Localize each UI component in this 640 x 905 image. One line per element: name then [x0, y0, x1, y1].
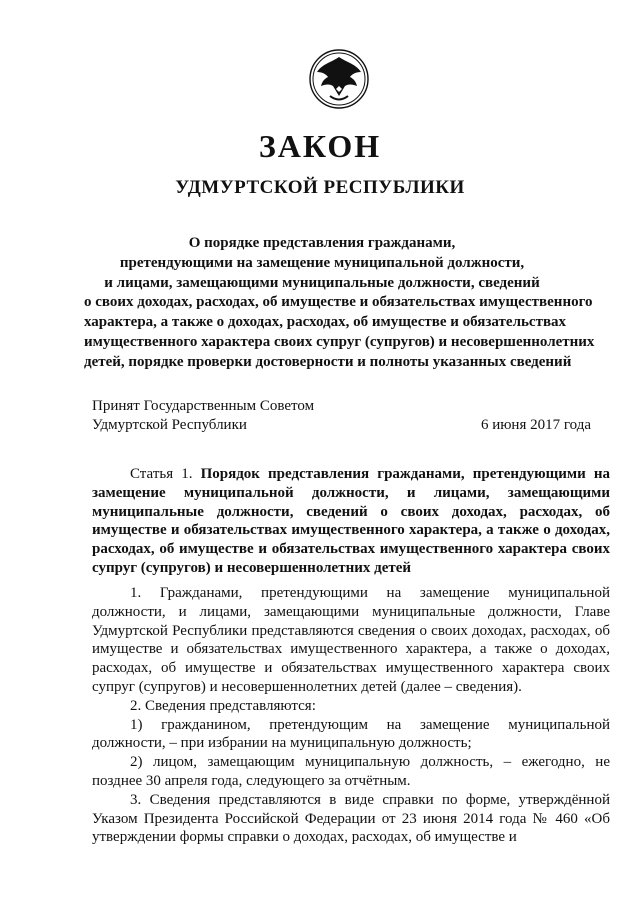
document-type: ЗАКОН — [258, 128, 382, 164]
paragraph: 2. Сведения представляются: — [130, 697, 316, 714]
adoption-line: Принят Государственным Советом — [92, 398, 315, 414]
law-title — [84, 234, 595, 373]
adoption-line: Удмуртской Республики — [92, 417, 247, 433]
title-line: о своих доходах, расходах, об имуществе и обязательствах имущественного — [84, 294, 593, 311]
article-label: Статья 1. — [130, 466, 193, 482]
udmurtia-coat-of-arms-icon — [308, 48, 370, 110]
paragraph: 1) гражданином, претендующим на замещение муниципальной должности, – при избрании на муниципальную должность; — [92, 716, 610, 752]
paragraph: 1. Гражданами, претендующими на замещение муниципальной должности, и лицами, замещающими муниципальные должности, Главе Удмуртской Республики представляются сведения о своих доходах, расходах, об имуществе и обязательствах имущественного характера, а также о доходах, расходах, об имуществе и обязательствах имущественного характера своих супруг (супругов) и несовершеннолетних детей (далее – сведения). — [92, 585, 610, 695]
paragraph: 3. Сведения представляются в виде справки по форме, утверждённой Указом Президента Российской Федерации от 23 июня 2014 года № 460 «Об утверждении формы справки о доходах, расходах, об имуществе и — [92, 791, 610, 846]
adoption-info — [92, 397, 314, 435]
paragraph: 2) лицом, замещающим муниципальную должность, – ежегодно, не позднее 30 апреля года, следующего за отчётным. — [92, 754, 610, 789]
article-title: Порядок представления гражданами, претендующими на замещение муниципальной должности, и лицами, замещающими муниципальные должности, сведений о своих доходах, расходах, об имуществе и обязательствах имущественного характера, а также о доходах, расходах, об имуществе и обязательствах имущественного характера своих супруг (супругов) и несовершеннолетних детей — [92, 466, 610, 576]
article-heading — [92, 465, 610, 578]
title-line: характера, а также о доходах, расходах, об имуществе и обязательствах — [84, 314, 567, 331]
title-line: детей, порядке проверки достоверности и полноты указанных сведений — [84, 353, 572, 370]
title-line: О порядке представления гражданами, — [188, 235, 456, 251]
article-body — [92, 584, 610, 847]
adoption-date: 6 июня 2017 года — [480, 417, 591, 433]
title-line: имущественного характера своих супруг (супругов) и несовершеннолетних — [84, 333, 595, 350]
title-line: претендующими на замещение муниципальной должности, — [119, 254, 525, 271]
issuing-authority: УДМУРТСКОЙ РЕСПУБЛИКИ — [175, 177, 465, 198]
title-line: и лицами, замещающими муниципальные должности, сведений — [104, 274, 540, 291]
